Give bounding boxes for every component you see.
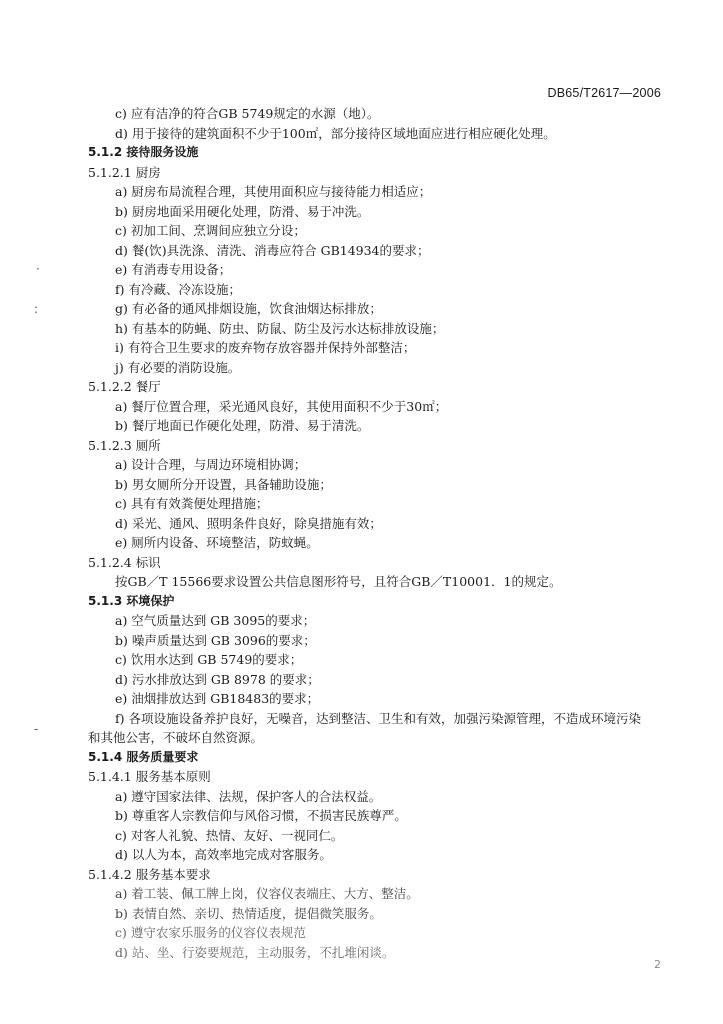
list-item: g) 有必备的通风排烟设施，饮食油烟达标排放； [115,301,382,316]
list-item: c) 应有洁净的符合GB 5749规定的水源（地）。 [115,106,380,121]
section-heading: 5.1.4 服务质量要求 [88,749,199,764]
list-item: b) 男女厕所分开设置，具备辅助设施； [115,476,332,492]
list-item: c) 对客人礼貌、热情、友好、一视同仁。 [115,827,344,843]
list-item: a) 设计合理，与周边环境相协调； [115,457,307,472]
page-number: 2 [654,958,661,971]
list-item: a) 厨房布局流程合理，其使用面积应与接待能力相适应； [115,184,432,199]
scan-mark: - [34,722,39,736]
section-heading: 5.1.2 接待服务设施 [88,145,199,159]
list-item: e) 厕所内设备、环境整洁，防蚊蝇。 [115,535,319,550]
subsection-heading: 5.1.2.2 餐厅 [88,379,161,394]
list-item: c) 遵守农家乐服务的仪容仪表规范 [115,925,306,940]
list-item: e) 油烟排放达到 GB18483的要求； [115,691,320,706]
list-item: d) 采光、通风、照明条件良好，除臭措施有效； [115,515,382,531]
list-item: b) 噪声质量达到 GB 3096的要求； [115,632,316,648]
list-item: f) 有冷藏、冷冻设施； [115,281,241,297]
subsection-heading: 5.1.4.2 服务基本要求 [88,866,211,882]
scan-mark: · [36,262,40,276]
list-item: a) 空气质量达到 GB 3095的要求； [115,613,316,628]
subsection-heading: 5.1.2.1 厨房 [88,164,161,180]
list-item: d) 站、坐、行姿要规范，主动服务，不扎堆闲谈。 [115,944,395,960]
list-item: c) 具有有效粪便处理措施； [115,496,269,511]
subsection-heading: 5.1.2.4 标识 [88,554,161,570]
list-item: d) 用于接待的建筑面积不少于100㎡，部分接待区域地面应进行相应硬化处理。 [115,125,556,141]
list-item: d) 以人为本，高效率地完成对客服务。 [115,847,332,862]
list-item: b) 尊重客人宗教信仰与风俗习惯，不损害民族尊严。 [115,808,407,823]
list-item: a) 遵守国家法律、法规，保护客人的合法权益。 [115,788,382,804]
scan-mark: : [34,302,39,316]
list-item: a) 餐厅位置合理，采光通风良好，其使用面积不少于30㎡； [115,398,448,414]
list-item: f) 各项设施设备养护良好，无噪音，达到整洁、卫生和有效，加强污染源管理，不造成环境污染 [115,710,641,726]
list-item: b) 餐厅地面已作硬化处理，防滑、易于清洗。 [115,418,370,433]
subsection-heading: 5.1.4.1 服务基本原则 [88,769,211,784]
list-item: b) 表情自然、亲切、热情适度，提倡微笑服务。 [115,905,382,921]
list-item: a) 着工装、佩工牌上岗，仪容仪表端庄、大方、整洁。 [115,886,419,901]
paragraph-continuation: 和其他公害，不破坏自然资源。 [88,730,264,745]
list-item: b) 厨房地面采用硬化处理，防滑、易于冲洗。 [115,203,370,219]
subsection-heading: 5.1.2.3 厕所 [88,437,161,453]
list-item: h) 有基本的防蝇、防虫、防鼠、防尘及污水达标排放设施； [115,320,445,336]
list-item: c) 饮用水达到 GB 5749的要求； [115,652,303,667]
list-item: e) 有消毒专用设备； [115,262,232,277]
document-code: DB65/T2617—2006 [547,86,661,100]
list-item: j) 有必要的消防设施。 [115,359,241,375]
paragraph: 按GB／T 15566要求设置公共信息图形符号，且符合GB／T10001．1的规定。 [115,574,562,589]
section-heading: 5.1.3 环境保护 [88,593,175,608]
list-item: c) 初加工间、烹调间应独立分设； [115,223,306,238]
list-item: d) 污水排放达到 GB 8978 的要求； [115,671,320,687]
list-item: i) 有符合卫生要求的废弃物存放容器并保持外部整洁； [115,340,416,355]
list-item: d) 餐(饮)具洗涤、清洗、消毒应符合 GB14934的要求； [115,242,430,258]
document-body [88,104,663,962]
